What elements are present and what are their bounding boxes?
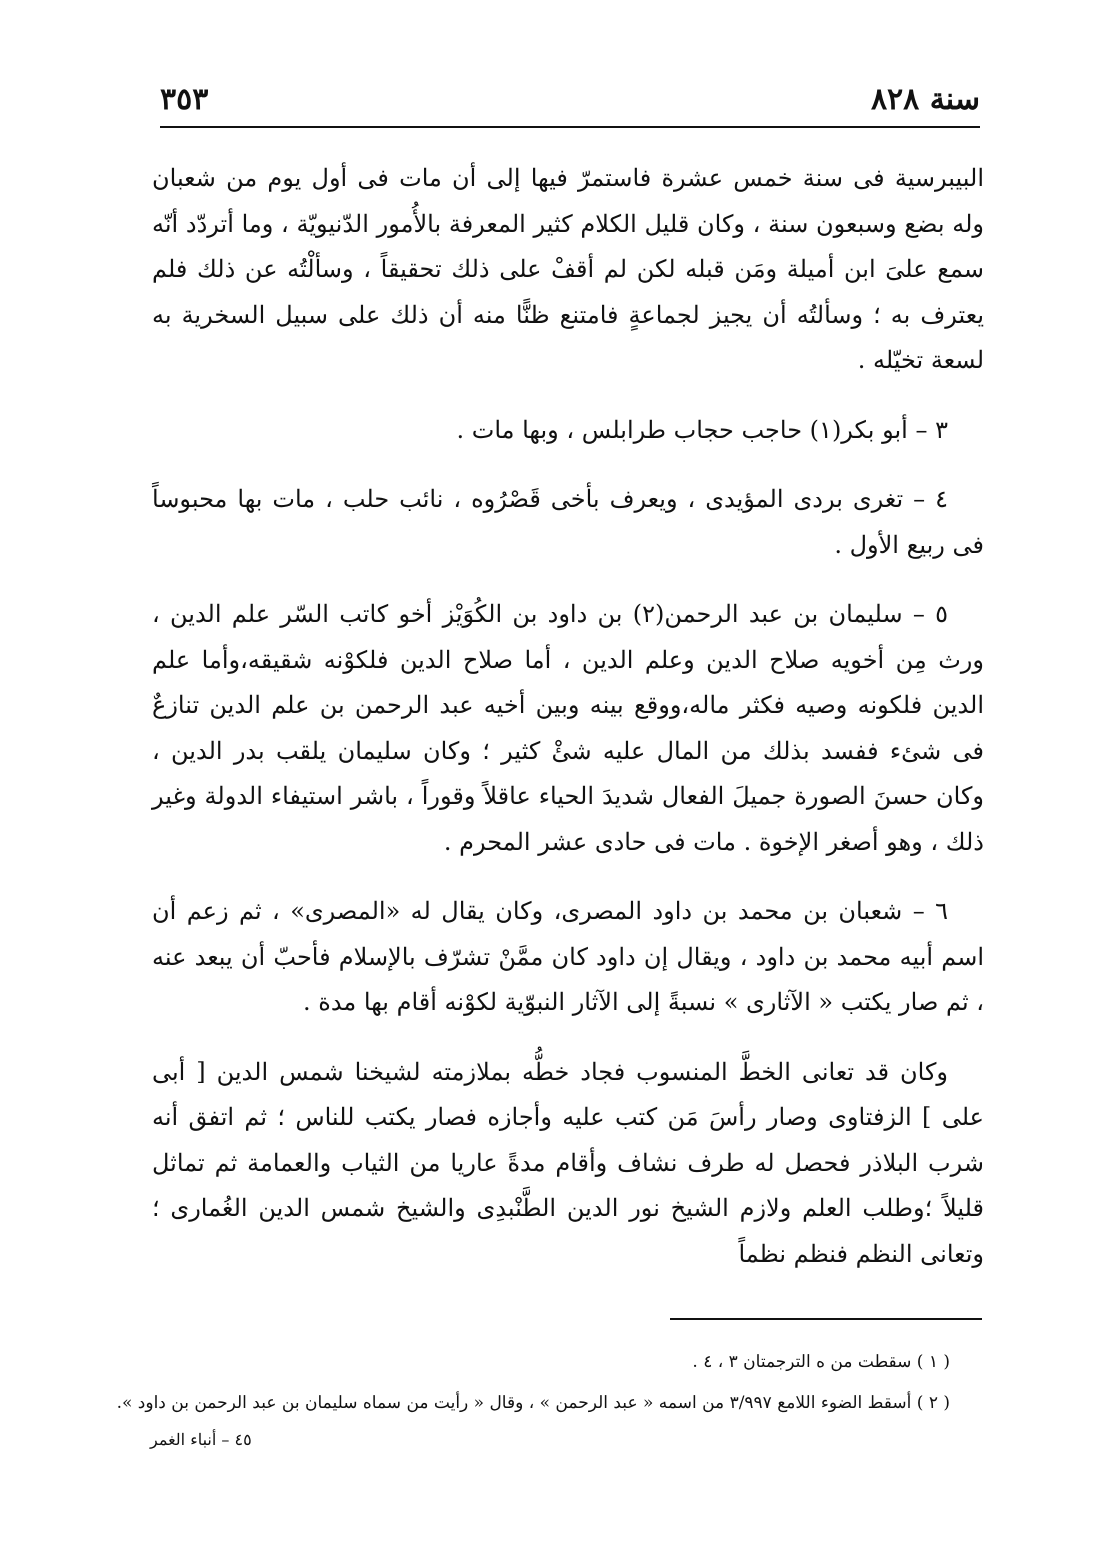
paragraph-continuation: البيبرسية فى سنة خمس عشرة فاستمرّ فيها إلى أن مات فى أول يوم من شعبان وله بضع وسبعون سنة ، وكان قليل الكلام كثير المعرفة بالأُمور الدّنيويّة ، وما أتردّد أنّه سمع علىَ ابن أميلة ومَن قبله لكن لم أقفْ على ذلك تحقيقاً ، وسألْتُه عن ذلك فلم يعترف به ؛ وسألتُه أن يجيز لجماعةٍ فامتنع ظنًّا منه أن ذلك على سبيل السخرية به لسعة تخيّله . — [152, 164, 984, 374]
entry-3: ٣ – أبو بكر(١) حاجب حجاب طرابلس ، وبها مات . — [456, 415, 948, 444]
footnote-2: ( ٢ ) أسقط الضوء اللامع ٣/٩٩٧ من اسمه « عبد الرحمن » ، وقال « رأيت من سماه سليمان بن عبد الرحمن بن داود ». — [116, 1393, 950, 1413]
entry-4: ٤ – تغرى بردى المؤيدى ، ويعرف بأخى قَصْرُوه ، نائب حلب ، مات بها محبوساً فى ربيع الأول . — [152, 485, 984, 559]
entry-6-continued: وكان قد تعانى الخطَّ المنسوب فجاد خطُّه بملازمته لشيخنا شمس الدين [ أبى على ] الزفتاوى وصار رأسَ مَن كتب عليه وأجازه فصار يكتب للناس ؛ ثم اتفق أنه شرب البلاذر فحصل له طرف نشاف وأقام مدةً عاريا من الثياب والعمامة ثم تماثل قليلاً ؛وطلب العلم ولازم الشيخ نور الدين الطَّنْبدِى والشيخ شمس الدين الغُمارى ؛ وتعانى النظم فنظم نظماً — [152, 1057, 984, 1268]
entry-5: ٥ – سليمان بن عبد الرحمن(٢) بن داود بن الكُوَيْز أخو كاتب السّر علم الدين ، ورث مِن أخويه صلاح الدين وعلم الدين ، أما صلاح الدين فلكوْنه شقيقه،وأما علم الدين فلكونه وصيه فكثر ماله،ووقع بينه وبين أخيه عبد الرحمن بن علم الدين تنازعٌ فى شئء ففسد بذلك من المال عليه شئْ كثير ؛ وكان سليمان يلقب بدر الدين ، وكان حسنَ الصورة جميلَ الفعال شديدَ الحياء عاقلاً وقوراً ، باشر استيفاء الدولة وغير ذلك ، وهو أصغر الإخوة . مات فى حادى عشر المحرم . — [152, 600, 984, 856]
page-header — [160, 78, 980, 128]
signature-mark: ٤٥ – أنباء الغمر — [150, 1430, 252, 1449]
running-title: سنة ٨٢٨ — [870, 82, 980, 117]
footnote-1: ( ١ ) سقطت من ه الترجمتان ٣ ، ٤ . — [692, 1352, 950, 1372]
page-body — [152, 156, 984, 1298]
page-number: ٣٥٣ — [160, 82, 209, 117]
entry-6: ٦ – شعبان بن محمد بن داود المصرى، وكان يقال له «المصرى» ، ثم زعم أن اسم أبيه محمد بن داود ، ويقال إن داود كان ممَّنْ تشرّف بالإسلام فأحبّ أن يبعد عنه ، ثم صار يكتب « الآثارى » نسبةً إلى الآثار النبوّية لكوْنه أقام بها مدة . — [152, 897, 984, 1016]
footnote-separator — [670, 1318, 982, 1320]
